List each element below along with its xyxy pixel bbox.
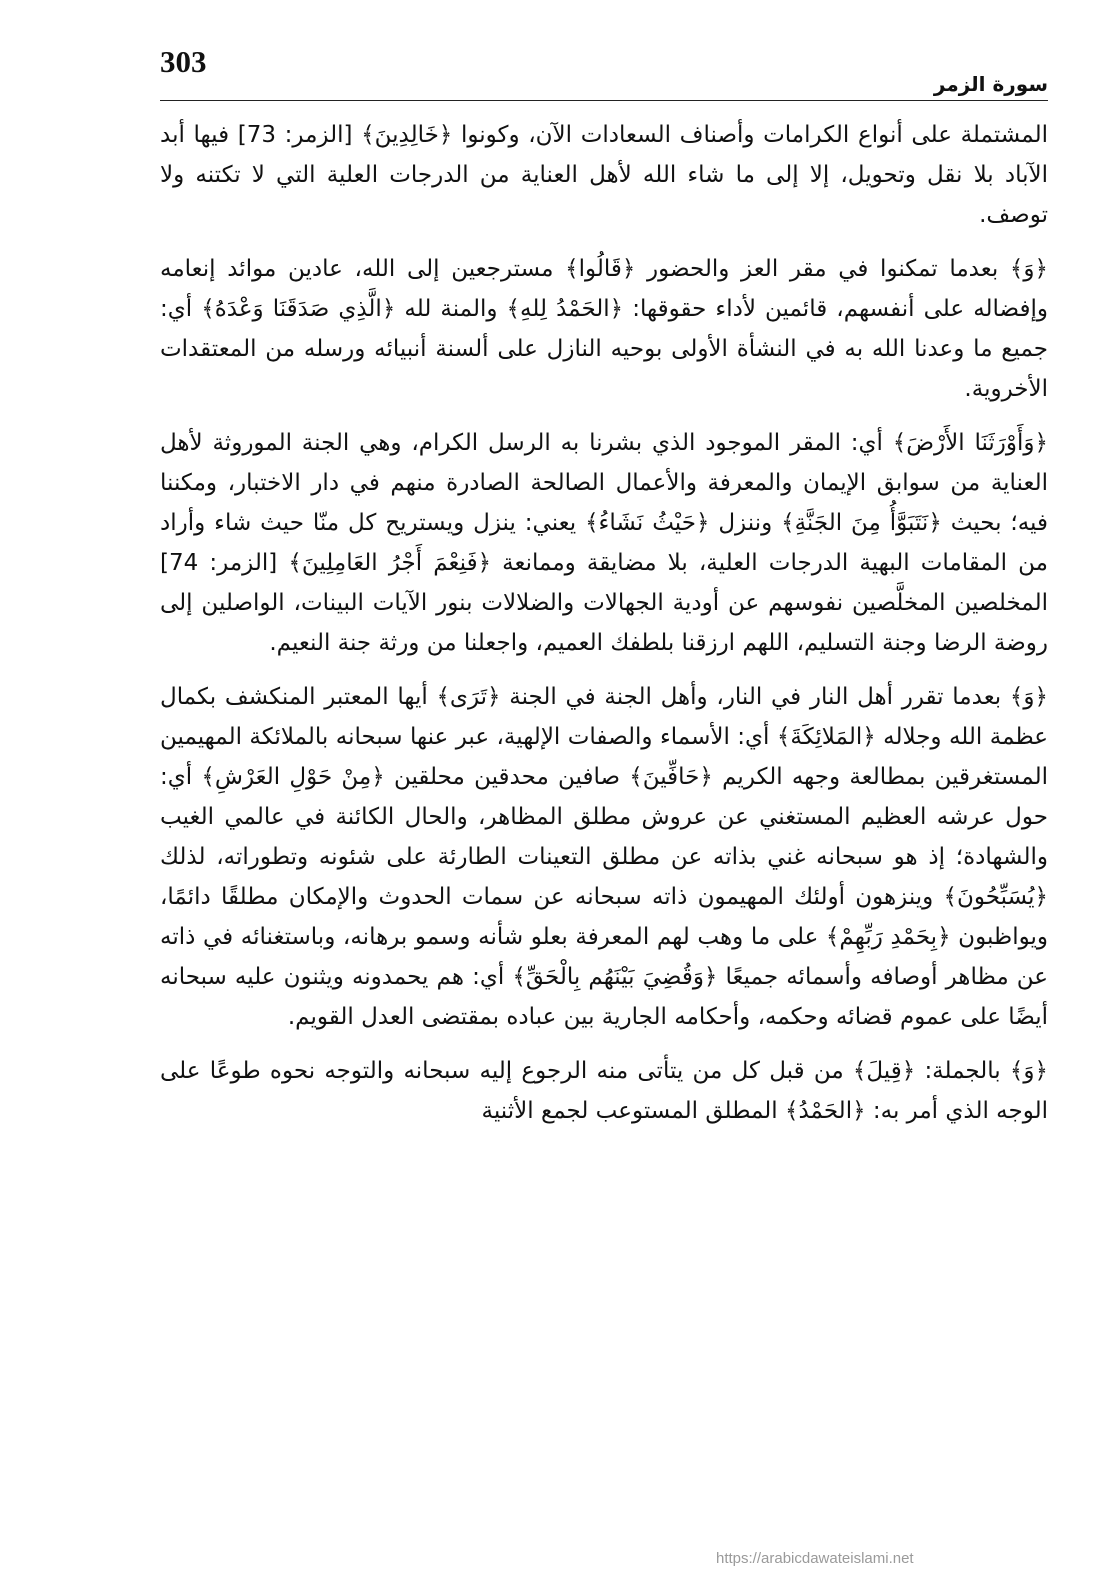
paragraph-2: ﴿وَ﴾ بعدما تمكنوا في مقر العز والحضور ﴿قَالُوا﴾ مسترجعين إلى الله، عادين موائد إنعامه وإفضاله على أنفسهم، قائمين لأداء حقوقها: ﴿الحَمْدُ لِلهِ﴾ والمنة لله ﴿الَّذِي صَدَقَنَا وَعْدَهُ﴾ أي: جميع ما وعدنا الله به في النشأة الأولى بوحيه النازل على ألسنة أنبيائه ورسله من المعتقدات الأخروية. bbox=[160, 256, 1048, 402]
surah-title: سورة الزمر bbox=[933, 72, 1048, 96]
paragraph-1: المشتملة على أنواع الكرامات وأصناف السعادات الآن، وكونوا ﴿خَالِدِينَ﴾ [الزمر: 73] فيها أبد الآباد بلا نقل وتحويل، إلا إلى ما شاء الله لأهل العناية من الدرجات العلية التي لا تكتنه ولا توصف. bbox=[160, 122, 1048, 228]
commentary-text bbox=[160, 115, 1048, 1145]
page-header bbox=[160, 40, 1048, 100]
page-number: 303 bbox=[160, 44, 207, 79]
paragraph-5: ﴿وَ﴾ بالجملة: ﴿قِيلَ﴾ من قبل كل من يتأتى منه الرجوع إليه سبحانه والتوجه نحوه طوعًا على الوجه الذي أمر به: ﴿الحَمْدُ﴾ المطلق المستوعب لجمع الأثنية bbox=[160, 1058, 1048, 1124]
header-divider bbox=[160, 100, 1048, 101]
source-watermark: https://arabicdawateislami.net bbox=[716, 1550, 914, 1567]
paragraph-4: ﴿وَ﴾ بعدما تقرر أهل النار في النار، وأهل الجنة في الجنة ﴿تَرَى﴾ أيها المعتبر المنكشف بكمال عظمة الله وجلاله ﴿المَلائِكَةَ﴾ أي: الأسماء والصفات الإلهية، عبر عنها سبحانه بالملائكة المهيمين المستغرقين بمطالعة وجهه الكريم ﴿حَافِّينَ﴾ صافين محدقين محلقين ﴿مِنْ حَوْلِ العَرْشِ﴾ أي: حول عرشه العظيم المستغني عن عروش مطلق المظاهر، والحال الكائنة في عالمي الغيب والشهادة؛ إذ هو سبحانه غني بذاته عن مطلق التعينات الطارئة على شئونه وتطوراته، لذلك ﴿يُسَبِّحُونَ﴾ وينزهون أولئك المهيمون ذاته سبحانه عن سمات الحدوث والإمكان مطلقًا دائمًا، ويواظبون ﴿بِحَمْدِ رَبِّهِمْ﴾ على ما وهب لهم المعرفة بعلو شأنه وسمو برهانه، وباستغنائه في ذاته عن مظاهر أوصافه وأسمائه جميعًا ﴿وَقُضِيَ بَيْنَهُم بِالْحَقِّ﴾ أي: هم يحمدونه ويثنون عليه سبحانه أيضًا على عموم قضائه وحكمه، وأحكامه الجارية بين عباده بمقتضى العدل القويم. bbox=[160, 684, 1048, 1030]
paragraph-3: ﴿وَأَوْرَثَنَا الأَرْضَ﴾ أي: المقر الموجود الذي بشرنا به الرسل الكرام، وهي الجنة الموروثة لأهل العناية من سوابق الإيمان والمعرفة والأعمال الصالحة الصادرة منهم في دار الاختبار، ومكننا فيه؛ بحيث ﴿نَتَبَوَّأُ مِنَ الجَنَّةِ﴾ وننزل ﴿حَيْثُ نَشَاءُ﴾ يعني: ينزل ويستريح كل منّا حيث شاء وأراد من المقامات البهية الدرجات العلية، بلا مضايقة وممانعة ﴿فَنِعْمَ أَجْرُ العَامِلِينَ﴾ [الزمر: 74] المخلصين المخلَّصين نفوسهم عن أودية الجهالات والضلالات بنور الآيات البينات، الواصلين إلى روضة الرضا وجنة التسليم، اللهم ارزقنا بلطفك العميم، واجعلنا من ورثة جنة النعيم. bbox=[160, 430, 1048, 656]
